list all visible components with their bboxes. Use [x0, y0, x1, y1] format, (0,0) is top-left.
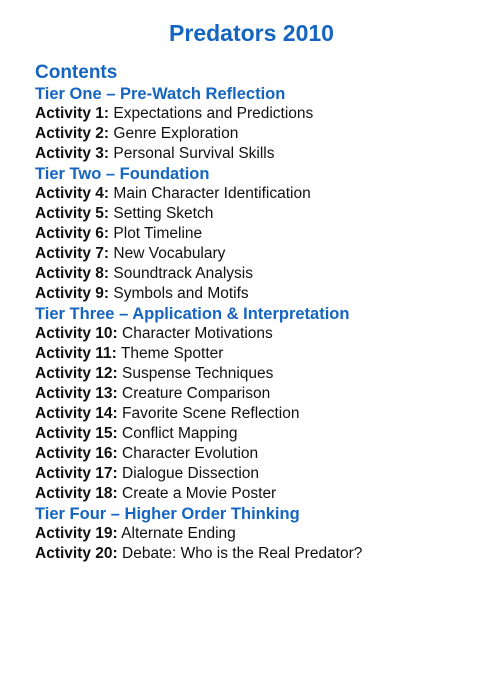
activity-label: Activity 6:: [35, 225, 110, 242]
activity-label: Activity 13:: [35, 385, 118, 402]
activity-label: Activity 9:: [35, 285, 110, 302]
activity-item: [35, 224, 495, 244]
activity-title: Expectations and Predictions: [113, 105, 314, 122]
activity-item: [35, 264, 495, 284]
tier-heading-one: Tier One – Pre-Watch Reflection: [35, 85, 286, 103]
activity-title: Dialogue Dissection: [122, 465, 260, 482]
activity-title: Setting Sketch: [113, 205, 214, 222]
document-title: Predators 2010: [169, 20, 334, 46]
activity-item: [35, 184, 495, 204]
activity-label: Activity 4:: [35, 185, 110, 202]
table-of-contents: [35, 62, 495, 564]
activity-title: Theme Spotter: [120, 345, 224, 362]
activity-item: [35, 204, 495, 224]
activity-title: New Vocabulary: [113, 245, 226, 262]
activity-label: Activity 12:: [35, 365, 118, 382]
activity-label: Activity 18:: [35, 485, 118, 502]
activity-item: [35, 464, 495, 484]
activity-item: [35, 544, 495, 564]
activity-item: [35, 444, 495, 464]
tier-heading-four: Tier Four – Higher Order Thinking: [35, 505, 300, 523]
activity-item: [35, 104, 495, 124]
activity-title: Main Character Identification: [113, 185, 311, 202]
activity-item: [35, 404, 495, 424]
activity-label: Activity 19:: [35, 525, 118, 542]
tier-heading-three: Tier Three – Application & Interpretation: [35, 305, 350, 323]
activity-title: Symbols and Motifs: [113, 285, 249, 302]
activity-label: Activity 3:: [35, 145, 110, 162]
activity-title: Favorite Scene Reflection: [122, 405, 300, 422]
activity-title: Debate: Who is the Real Predator?: [122, 545, 363, 562]
activity-title: Character Motivations: [122, 325, 273, 342]
activity-item: [35, 144, 495, 164]
activity-label: Activity 17:: [35, 465, 118, 482]
activity-item: [35, 344, 495, 364]
activity-label: Activity 16:: [35, 445, 118, 462]
activity-label: Activity 5:: [35, 205, 110, 222]
activity-label: Activity 11:: [35, 345, 117, 362]
activity-title: Plot Timeline: [113, 225, 203, 242]
activity-title: Genre Exploration: [113, 125, 239, 142]
activity-title: Conflict Mapping: [122, 425, 238, 442]
activity-item: [35, 364, 495, 384]
activity-item: [35, 524, 495, 544]
activity-title: Personal Survival Skills: [113, 145, 275, 162]
activity-item: [35, 124, 495, 144]
contents-heading: Contents: [35, 62, 118, 83]
activity-item: [35, 484, 495, 504]
activity-title: Soundtrack Analysis: [113, 265, 253, 282]
activity-label: Activity 1:: [35, 105, 110, 122]
activity-item: [35, 424, 495, 444]
activity-label: Activity 2:: [35, 125, 110, 142]
activity-label: Activity 20:: [35, 545, 118, 562]
activity-title: Suspense Techniques: [122, 365, 274, 382]
activity-label: Activity 14:: [35, 405, 118, 422]
activity-item: [35, 384, 495, 404]
activity-label: Activity 7:: [35, 245, 110, 262]
activity-title: Create a Movie Poster: [122, 485, 277, 502]
activity-title: Creature Comparison: [122, 385, 271, 402]
activity-title: Alternate Ending: [121, 525, 236, 542]
activity-item: [35, 324, 495, 344]
activity-item: [35, 284, 495, 304]
activity-item: [35, 244, 495, 264]
activity-label: Activity 15:: [35, 425, 118, 442]
activity-label: Activity 10:: [35, 325, 118, 342]
tier-heading-two: Tier Two – Foundation: [35, 165, 210, 183]
activity-label: Activity 8:: [35, 265, 110, 282]
activity-title: Character Evolution: [122, 445, 259, 462]
